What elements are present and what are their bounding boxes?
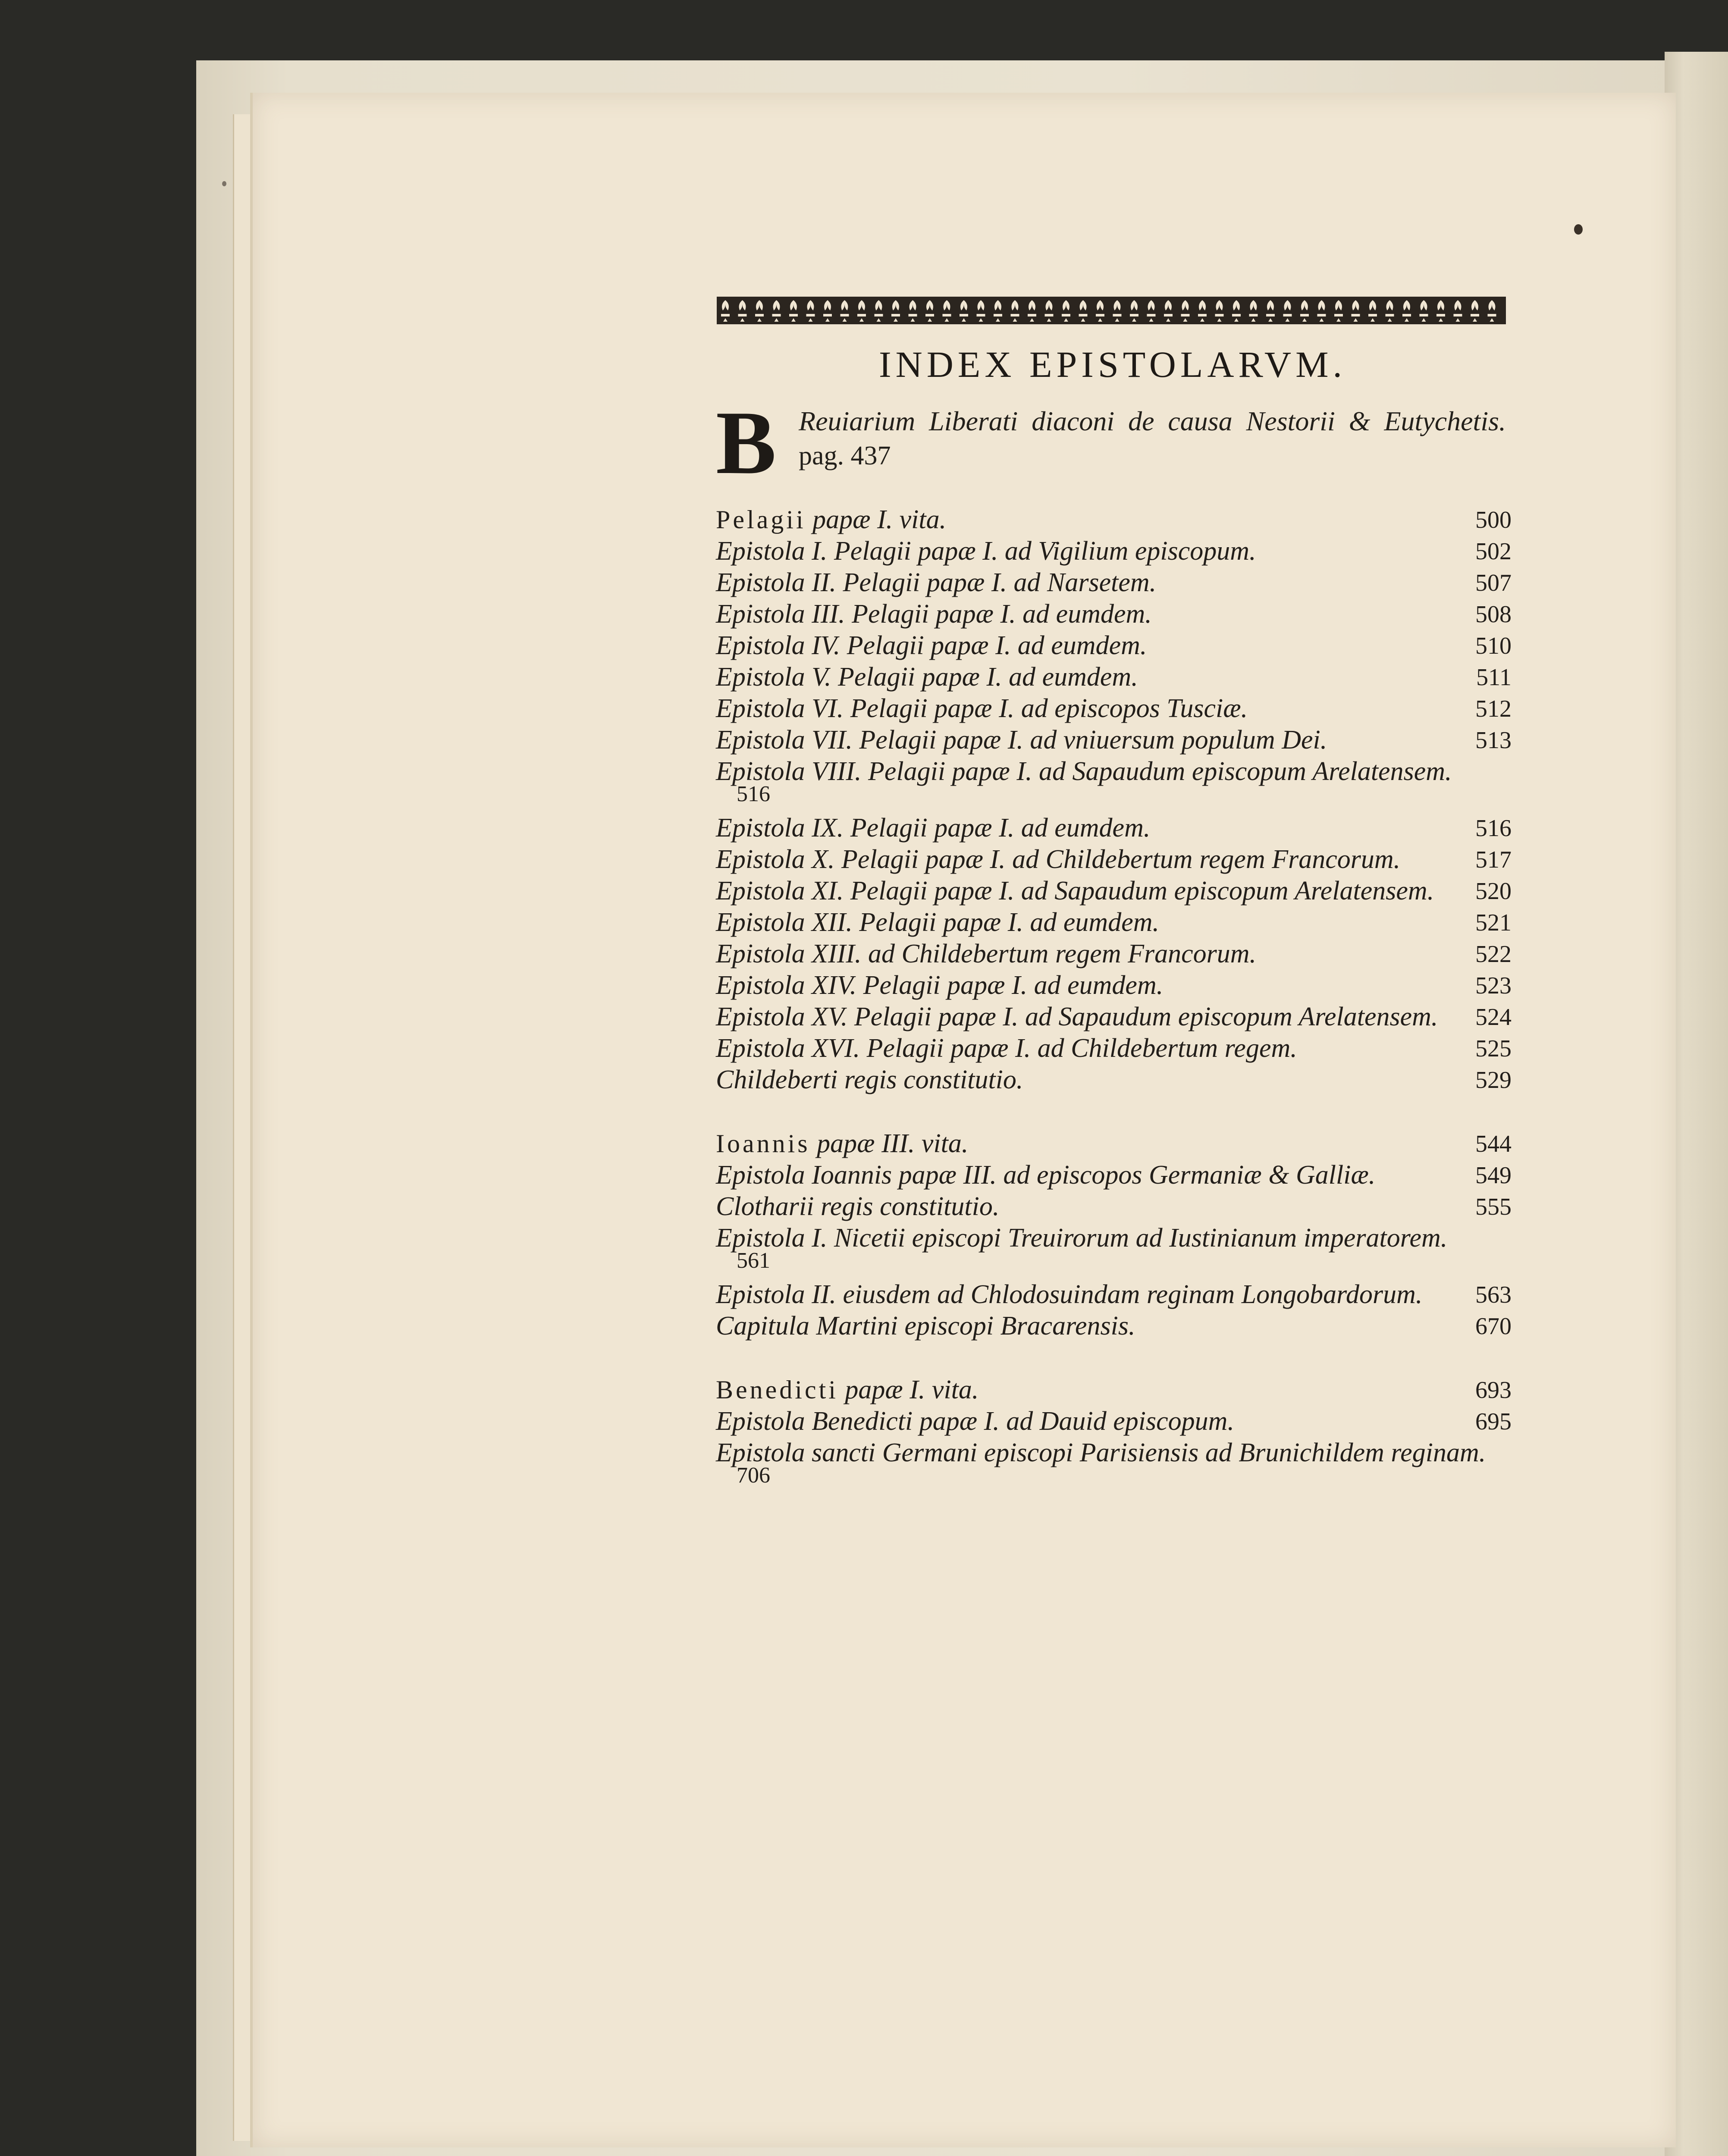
drop-cap: B bbox=[716, 393, 777, 493]
index-entry bbox=[716, 1223, 1512, 1279]
page-number: 521 bbox=[1475, 909, 1512, 936]
page-number: 508 bbox=[1475, 601, 1512, 628]
index-entry bbox=[716, 1375, 1512, 1406]
page-number: 511 bbox=[1476, 664, 1512, 691]
entry-label bbox=[716, 1128, 968, 1159]
entry-label: Epistola XIII. ad Childebertum regem Francorum. bbox=[716, 939, 1257, 968]
entry-label: Epistola Benedicti papæ I. ad Dauid episcopum. bbox=[716, 1407, 1234, 1436]
page-number: 500 bbox=[1475, 507, 1512, 533]
index-entry bbox=[716, 1065, 1512, 1096]
index-entry bbox=[716, 970, 1512, 1002]
decorative-head-ornament bbox=[717, 293, 1506, 328]
page-number: 549 bbox=[1475, 1162, 1512, 1189]
index-entry bbox=[716, 505, 1512, 536]
page-number: 561 bbox=[737, 1248, 770, 1273]
entry-label: Epistola I. Pelagii papæ I. ad Vigilium episcopum. bbox=[716, 536, 1256, 566]
entry-label: Epistola IX. Pelagii papæ I. ad eumdem. bbox=[716, 813, 1151, 843]
index-entry bbox=[716, 756, 1512, 813]
entry-text: papæ I. vita. bbox=[838, 1375, 979, 1404]
entry-label: Epistola Ioannis papæ III. ad episcopos Germaniæ & Galliæ. bbox=[716, 1160, 1376, 1190]
page-number: 693 bbox=[1475, 1377, 1512, 1404]
index-entry bbox=[716, 536, 1512, 567]
index-entry bbox=[716, 1128, 1512, 1160]
entry-label bbox=[716, 505, 946, 535]
entry-label: Epistola X. Pelagii papæ I. ad Childebertum regem Francorum. bbox=[716, 845, 1401, 874]
page-number: 520 bbox=[1475, 878, 1512, 905]
page-number: 706 bbox=[737, 1463, 770, 1488]
index-entry bbox=[716, 844, 1512, 876]
page-number: 522 bbox=[1475, 941, 1512, 968]
page-number: 524 bbox=[1475, 1004, 1512, 1031]
ink-spot bbox=[222, 181, 226, 186]
index-entry bbox=[716, 1311, 1512, 1342]
entry-label: Epistola VI. Pelagii papæ I. ad episcopos Tusciæ. bbox=[716, 694, 1248, 723]
index-entry bbox=[716, 907, 1512, 939]
index-entry bbox=[716, 876, 1512, 907]
index-entry bbox=[716, 1279, 1512, 1311]
entry-label: Childeberti regis constitutio. bbox=[716, 1065, 1023, 1094]
page-number: 502 bbox=[1475, 538, 1512, 565]
page-number: 516 bbox=[737, 782, 770, 806]
entry-label: Epistola I. Nicetii episcopi Treuirorum ad Iustinianum imperatorem. bbox=[716, 1223, 1448, 1253]
entry-label: Epistola III. Pelagii papæ I. ad eumdem. bbox=[716, 599, 1152, 629]
page-number: 507 bbox=[1475, 570, 1512, 596]
page-number: 695 bbox=[1475, 1408, 1512, 1435]
entry-label: Epistola VII. Pelagii papæ I. ad vniuersum populum Dei. bbox=[716, 725, 1327, 755]
leaf-edge bbox=[233, 114, 252, 2141]
entry-label: Epistola sancti Germani episcopi Parisiensis ad Brunichildem reginam. bbox=[716, 1438, 1486, 1467]
page-number: 512 bbox=[1475, 696, 1512, 722]
entry-label: Epistola XVI. Pelagii papæ I. ad Childebertum regem. bbox=[716, 1034, 1297, 1063]
page-title: INDEX EPISTOLARVM. bbox=[878, 344, 1347, 385]
index-entry bbox=[716, 1438, 1512, 1494]
entry-label: Capitula Martini episcopi Bracarensis. bbox=[716, 1311, 1135, 1341]
entry-label: Epistola IV. Pelagii papæ I. ad eumdem. bbox=[716, 631, 1147, 660]
index-entry bbox=[716, 1406, 1512, 1438]
entry-label: Epistola V. Pelagii papæ I. ad eumdem. bbox=[716, 662, 1138, 692]
intro-text: Reuiarium Liberati diaconi de causa Nestorii & Eutychetis. bbox=[799, 406, 1506, 436]
section-gap bbox=[716, 1096, 1512, 1128]
entry-head: Ioannis bbox=[716, 1129, 810, 1158]
entry-label: Epistola II. eiusdem ad Chlodosuindam reginam Longobardorum. bbox=[716, 1280, 1423, 1309]
ink-spot bbox=[1574, 224, 1583, 235]
entry-label: Epistola XV. Pelagii papæ I. ad Sapaudum episcopum Arelatensem. bbox=[716, 1002, 1438, 1031]
page-number: 513 bbox=[1475, 727, 1512, 754]
entry-label: Clotharii regis constitutio. bbox=[716, 1192, 1000, 1221]
index-entry bbox=[716, 1191, 1512, 1223]
entry-label: Epistola II. Pelagii papæ I. ad Narsetem. bbox=[716, 568, 1157, 597]
page-number: 510 bbox=[1475, 633, 1512, 659]
entry-head: Benedicti bbox=[716, 1376, 838, 1404]
entry-text: papæ III. vita. bbox=[810, 1129, 969, 1158]
index-entry bbox=[716, 939, 1512, 970]
page-number: 516 bbox=[1475, 815, 1512, 842]
page-number: 555 bbox=[1475, 1194, 1512, 1220]
entry-label: Epistola VIII. Pelagii papæ I. ad Sapaudum episcopum Arelatensem. bbox=[716, 757, 1452, 786]
entry-text: papæ I. vita. bbox=[806, 505, 947, 534]
page-number: 670 bbox=[1475, 1313, 1512, 1340]
page-number: 517 bbox=[1475, 846, 1512, 873]
index-entry bbox=[716, 693, 1512, 725]
entry-head: Pelagii bbox=[716, 505, 806, 534]
index-entry bbox=[716, 1002, 1512, 1033]
intro-entry bbox=[716, 393, 1509, 493]
index-entry bbox=[716, 813, 1512, 844]
index-entry bbox=[716, 725, 1512, 756]
index-entries bbox=[716, 505, 1512, 1494]
index-entry bbox=[716, 567, 1512, 599]
intro-page-ref: pag. 437 bbox=[799, 441, 891, 470]
page-number: 523 bbox=[1475, 972, 1512, 999]
index-entry bbox=[716, 1033, 1512, 1065]
entry-label bbox=[716, 1375, 978, 1405]
entry-label: Epistola XI. Pelagii papæ I. ad Sapaudum episcopum Arelatensem. bbox=[716, 876, 1434, 906]
index-entry bbox=[716, 662, 1512, 693]
index-entry bbox=[716, 630, 1512, 662]
section-gap bbox=[716, 1342, 1512, 1375]
index-entry bbox=[716, 1160, 1512, 1191]
page-number: 525 bbox=[1475, 1035, 1512, 1062]
index-entry bbox=[716, 599, 1512, 630]
entry-label: Epistola XII. Pelagii papæ I. ad eumdem. bbox=[716, 908, 1159, 937]
entry-label: Epistola XIV. Pelagii papæ I. ad eumdem. bbox=[716, 971, 1163, 1000]
page-number: 529 bbox=[1475, 1067, 1512, 1094]
page-number: 563 bbox=[1475, 1282, 1512, 1308]
page-number: 544 bbox=[1475, 1131, 1512, 1157]
